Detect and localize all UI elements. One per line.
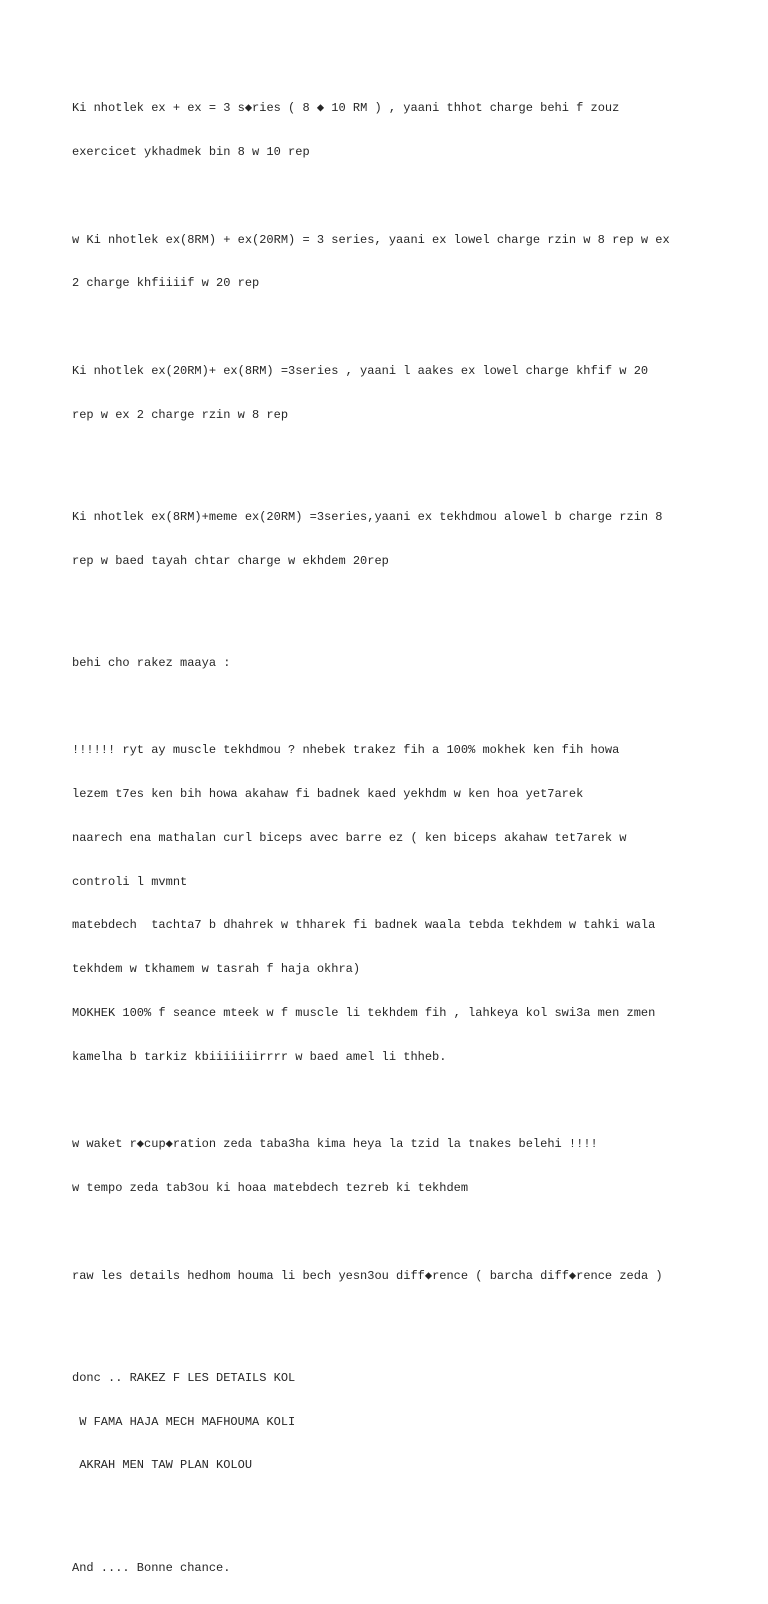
text-line: matebdech tachta7 b dhahrek w thharek fi badnek waala tebda tekhdem w tahki wala [72,918,656,933]
paragraph-sign-off [72,1531,712,1604]
text-line: And .... Bonne chance. [72,1560,231,1575]
text-line: tekhdem w tkhamem w tasrah f haja okhra) [72,962,361,977]
text-line: AKRAH MEN TAW PLAN KOLOU [72,1458,253,1473]
paragraph-recovery-tempo [72,1108,712,1225]
paragraph-same-exercise [72,481,712,598]
text-line: raw les details hedhom houma li bech yesn3ou diff◆rence ( barcha diff◆rence zeda ) [72,1268,663,1283]
text-line: Ki nhotlek ex(8RM)+meme ex(20RM) =3series,yaani ex tekhdmou alowel b charge rzin 8 [72,509,663,524]
paragraph-gap [72,320,712,335]
paragraph-20rm-8rm [72,335,712,452]
paragraph-focus-intro [72,627,712,700]
paragraph-conclusion [72,1342,712,1503]
text-line: Ki nhotlek ex + ex = 3 s◆ries ( 8 ◆ 10 RM ) , yaani thhot charge behi f zouz [72,101,620,116]
paragraph-gap [72,1094,712,1109]
text-line: naarech ena mathalan curl biceps avec barre ez ( ken biceps akahaw tet7arek w [72,830,627,845]
paragraph-gap [72,451,712,480]
paragraph-muscle-focus [72,714,712,1093]
text-line: w tempo zeda tab3ou ki hoaa matebdech tezreb ki tekhdem [72,1181,469,1196]
paragraph-8rm-20rm [72,203,712,320]
text-line: Ki nhotlek ex(20RM)+ ex(8RM) =3series , yaani l aakes ex lowel charge khfif w 20 [72,363,649,378]
text-line: W FAMA HAJA MECH MAFHOUMA KOLI [72,1414,296,1429]
text-line: w Ki nhotlek ex(8RM) + ex(20RM) = 3 series, yaani ex lowel charge rzin w 8 rep w ex [72,232,670,247]
paragraph-series-8-10 [72,72,712,189]
paragraph-details [72,1240,712,1313]
text-line: 2 charge khfiiiif w 20 rep [72,276,260,291]
paragraph-gap [72,597,712,626]
text-line: !!!!!! ryt ay muscle tekhdmou ? nhebek trakez fih a 100% mokhek ken fih howa [72,743,620,758]
text-line: MOKHEK 100% f seance mteek w f muscle li tekhdem fih , lahkeya kol swi3a men zmen [72,1006,656,1020]
paragraph-gap [72,1502,712,1531]
text-line: rep w baed tayah chtar charge w ekhdem 20rep [72,553,389,568]
document-page [72,72,712,1604]
text-line: behi cho rakez maaya : [72,655,231,670]
paragraph-gap [72,700,712,715]
text-line: lezem t7es ken bih howa akahaw fi badnek kaed yekhdm w ken hoa yet7arek [72,787,584,802]
text-line: kamelha b tarkiz kbiiiiiiirrrr w baed amel li thheb. [72,1049,447,1064]
paragraph-gap [72,189,712,204]
text-line: w waket r◆cup◆ration zeda taba3ha kima heya la tzid la tnakes belehi !!!! [72,1137,598,1152]
text-line: rep w ex 2 charge rzin w 8 rep [72,407,289,422]
paragraph-gap [72,1225,712,1240]
text-line: donc .. RAKEZ F LES DETAILS KOL [72,1370,296,1385]
text-line: controli l mvmnt [72,874,188,889]
text-line: exercicet ykhadmek bin 8 w 10 rep [72,144,310,159]
paragraph-gap [72,1312,712,1341]
